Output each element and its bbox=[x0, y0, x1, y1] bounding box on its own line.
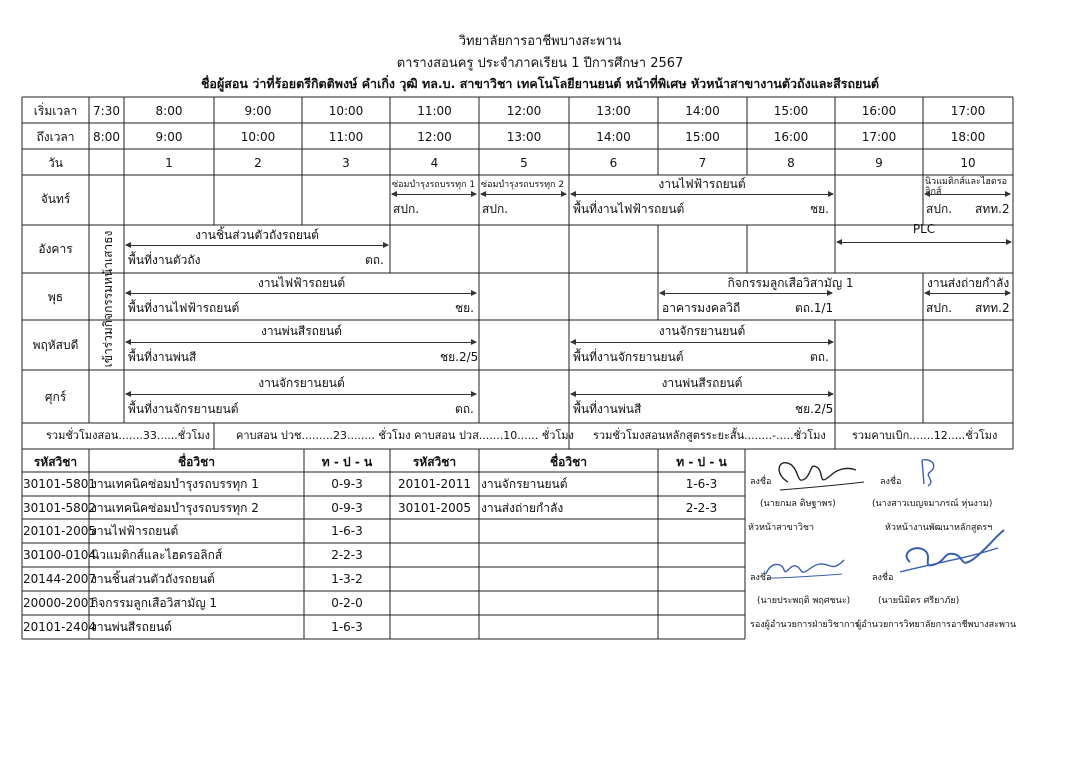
wed-p14-group: ชย. bbox=[455, 301, 474, 315]
course-name: งานไฟฟ้ารถยนต์ bbox=[91, 524, 179, 538]
start-time: 14:00 bbox=[685, 104, 720, 118]
course-tpn: 1-6-3 bbox=[685, 477, 718, 491]
end-time: 18:00 bbox=[950, 130, 986, 144]
end-time: 12:00 bbox=[417, 130, 452, 144]
signature-mark bbox=[760, 452, 870, 496]
wed-p14-title: งานไฟฟ้ารถยนต์ bbox=[257, 276, 346, 290]
span-arrow bbox=[126, 342, 476, 343]
sign-label: ลงชื่อ bbox=[750, 477, 772, 487]
thu-p58-room: พื้นที่งานจักรยานยนต์ bbox=[573, 350, 684, 364]
span-arrow bbox=[571, 342, 833, 343]
end-time-label: ถึงเวลา bbox=[36, 130, 75, 144]
college-name: วิทยาลัยการอาชีพบางสะพาน bbox=[458, 34, 622, 49]
thu-p58-group: ตถ. bbox=[810, 350, 829, 364]
total-hours: รวมชั่วโมงสอน.......33......ชั่วโมง bbox=[46, 429, 210, 442]
course-code-header: รหัสวิชา bbox=[412, 455, 457, 469]
period-number: 9 bbox=[875, 156, 883, 170]
day-friday: ศุกร์ bbox=[44, 390, 67, 404]
span-arrow bbox=[925, 293, 1010, 294]
course-name: นิวแมติกส์และไฮดรอลิกส์ bbox=[91, 548, 223, 562]
period-number: 7 bbox=[698, 156, 707, 170]
period-number: 2 bbox=[254, 156, 262, 170]
span-arrow bbox=[481, 194, 566, 195]
start-time: 11:00 bbox=[417, 104, 452, 118]
start-time: 16:00 bbox=[861, 104, 897, 118]
course-code: 20000-2001 bbox=[23, 596, 97, 610]
course-code: 30101-2005 bbox=[397, 501, 472, 515]
course-name-header: ชื่อวิชา bbox=[550, 455, 587, 469]
schedule-subtitle: ตารางสอนครู ประจำภาคเรียน 1 ปีการศึกษา 2567 bbox=[396, 56, 684, 71]
mon-p4-room: สปก. bbox=[393, 202, 420, 216]
signer-role: ผู้อำนวยการวิทยาลัยการอาชีพบางสะพาน bbox=[856, 620, 1017, 630]
mon-p10-title: นิวแมติกส์และไฮดรอลิกส์ bbox=[925, 177, 1007, 197]
mon-p4-title: ซ่อมบำรุงรถบรรทุก 1 bbox=[392, 180, 476, 190]
day-thursday: พฤหัสบดี bbox=[32, 338, 79, 352]
tue-p13-group: ตถ. bbox=[365, 253, 384, 267]
wed-p10-room: สปก. bbox=[926, 301, 953, 315]
signer-name: (นางสาวเบญจมาภรณ์ หุ่นงาม) bbox=[872, 499, 993, 509]
end-time: 11:00 bbox=[328, 130, 364, 144]
signer-role: หัวหน้าสาขาวิชา bbox=[748, 523, 815, 533]
wed-p10-title: งานส่งถ่ายกำลัง bbox=[927, 276, 1010, 290]
mon-p68-room: พื้นที่งานไฟฟ้ารถยนต์ bbox=[573, 202, 685, 216]
course-tpn: 1-3-2 bbox=[331, 572, 363, 586]
sign-label: ลงชื่อ bbox=[872, 573, 894, 583]
course-code: 20101-2404 bbox=[23, 620, 97, 634]
course-tpn: 2-2-3 bbox=[331, 548, 363, 562]
course-name: งานพ่นสีรถยนต์ bbox=[91, 620, 172, 634]
course-name: งานเทคนิคซ่อมบำรุงรถบรรทุก 1 bbox=[91, 477, 259, 491]
course-code: 30101-5801 bbox=[23, 477, 97, 491]
course-tpn: 1-6-3 bbox=[331, 524, 363, 538]
wed-p14-room: พื้นที่งานไฟฟ้ารถยนต์ bbox=[128, 301, 240, 315]
span-arrow bbox=[126, 394, 476, 395]
course-code: 20144-2007 bbox=[23, 572, 97, 586]
start-time: 10:00 bbox=[328, 104, 364, 118]
period-number: 4 bbox=[430, 156, 439, 170]
signature-mark bbox=[910, 454, 950, 490]
thu-p58-title: งานจักรยานยนต์ bbox=[658, 324, 746, 338]
end-time: 10:00 bbox=[240, 130, 276, 144]
withdraw-periods: รวมคาบเบิก.......12.....ชั่วโมง bbox=[852, 429, 998, 442]
fri-p14-title: งานจักรยานยนต์ bbox=[258, 376, 345, 390]
span-arrow bbox=[925, 194, 1010, 195]
start-time-label: เริ่มเวลา bbox=[33, 104, 78, 118]
end-time: 9:00 bbox=[155, 130, 183, 144]
span-arrow bbox=[660, 293, 832, 294]
start-time: 17:00 bbox=[950, 104, 986, 118]
course-tpn: 0-9-3 bbox=[331, 501, 363, 515]
course-tpn-header: ท - ป - น bbox=[321, 455, 373, 469]
signature-mark bbox=[880, 524, 1010, 584]
thu-p14-title: งานพ่นสีรถยนต์ bbox=[261, 324, 342, 338]
period-number: 5 bbox=[520, 156, 528, 170]
mon-p68-group: ชย. bbox=[810, 202, 829, 216]
start-time: 13:00 bbox=[596, 104, 631, 118]
start-time: 12:00 bbox=[506, 104, 542, 118]
start-time: 7:30 bbox=[93, 104, 120, 118]
course-name-header: ชื่อวิชา bbox=[178, 455, 215, 469]
end-time: 17:00 bbox=[861, 130, 897, 144]
fri-p58-room: พื้นที่งานพ่นสี bbox=[573, 402, 642, 416]
signature-mark bbox=[760, 548, 850, 584]
mon-p68-title: งานไฟฟ้ารถยนต์ bbox=[658, 177, 746, 191]
day-wednesday: พุธ bbox=[47, 290, 64, 304]
short-course-hours: รวมชั่วโมงสอนหลักสูตรระยะสั้น........-.....ชั่วโมง bbox=[593, 429, 826, 442]
wed-p10-group: สทท.2 bbox=[975, 301, 1010, 315]
start-time: 15:00 bbox=[773, 104, 809, 118]
day-label: วัน bbox=[48, 156, 63, 170]
course-tpn: 2-2-3 bbox=[685, 501, 718, 515]
start-time: 8:00 bbox=[155, 104, 183, 118]
mon-p10-room: สปก. bbox=[926, 202, 953, 216]
homeroom-activity: เข้าร่วมกิจกรรมหน้าเสาธง bbox=[101, 230, 115, 368]
period-number: 6 bbox=[609, 156, 618, 170]
course-name: งานชิ้นส่วนตัวถังรถยนต์ bbox=[91, 572, 215, 586]
course-name: งานจักรยานยนต์ bbox=[481, 477, 568, 491]
sign-label: ลงชื่อ bbox=[880, 477, 902, 487]
course-code: 30100-0104 bbox=[23, 548, 97, 562]
signer-role: หัวหน้างานพัฒนาหลักสูตรฯ bbox=[885, 523, 993, 533]
mon-p5-title: ซ่อมบำรุงรถบรรทุก 2 bbox=[481, 180, 565, 190]
fri-p58-group: ชย.2/5 bbox=[795, 402, 834, 416]
end-time: 14:00 bbox=[596, 130, 631, 144]
span-arrow bbox=[392, 194, 476, 195]
tue-p13-room: พื้นที่งานตัวถัง bbox=[128, 253, 201, 267]
mon-p10-group: สทท.2 bbox=[975, 202, 1010, 216]
course-tpn: 0-2-0 bbox=[331, 596, 363, 610]
day-tuesday: อังคาร bbox=[38, 242, 73, 256]
course-code-header: รหัสวิชา bbox=[33, 455, 78, 469]
signer-name: (นายนิมิตร ศรียาภัย) bbox=[878, 596, 960, 606]
teaching-periods: คาบสอน ปวช.........23........ ชั่วโมง คาบสอน ปวส.......10...... ชั่วโมง bbox=[236, 429, 574, 442]
period-number: 3 bbox=[342, 156, 350, 170]
day-monday: จันทร์ bbox=[40, 192, 71, 206]
period-number: 8 bbox=[787, 156, 795, 170]
fri-p58-title: งานพ่นสีรถยนต์ bbox=[661, 376, 743, 390]
course-code: 30101-5802 bbox=[23, 501, 97, 515]
fri-p14-room: พื้นที่งานจักรยานยนต์ bbox=[128, 402, 239, 416]
course-name: งานส่งถ่ายกำลัง bbox=[481, 501, 564, 515]
span-arrow bbox=[126, 293, 476, 294]
course-tpn: 1-6-3 bbox=[331, 620, 363, 634]
end-time: 13:00 bbox=[506, 130, 542, 144]
span-arrow bbox=[126, 245, 388, 246]
wed-p79-room: อาคารมงคลวิถี bbox=[662, 301, 741, 315]
start-time: 9:00 bbox=[244, 104, 272, 118]
mon-p5-room: สปก. bbox=[482, 202, 509, 216]
span-arrow bbox=[571, 194, 833, 195]
course-tpn-header: ท - ป - น bbox=[676, 455, 727, 469]
course-tpn: 0-9-3 bbox=[331, 477, 363, 491]
end-time: 15:00 bbox=[685, 130, 720, 144]
thu-p14-group: ชย.2/5 bbox=[440, 350, 479, 364]
signer-name: (นายกมล ดิษฐาพร) bbox=[760, 499, 836, 509]
signer-name: (นายประพฤติ พฤศชนะ) bbox=[757, 596, 851, 606]
course-code: 20101-2011 bbox=[397, 477, 472, 491]
period-number: 1 bbox=[165, 156, 173, 170]
fri-p14-group: ตถ. bbox=[455, 402, 474, 416]
signer-role: รองผู้อำนวยการฝ่ายวิชาการ bbox=[750, 620, 860, 630]
sign-label: ลงชื่อ bbox=[750, 573, 772, 583]
wed-p79-group: ตถ.1/1 bbox=[795, 301, 834, 315]
end-time: 8:00 bbox=[93, 130, 120, 144]
course-name: งานเทคนิคซ่อมบำรุงรถบรรทุก 2 bbox=[91, 501, 259, 515]
course-name: กิจกรรมลูกเสือวิสามัญ 1 bbox=[91, 596, 217, 610]
thu-p14-room: พื้นที่งานพ่นสี bbox=[128, 350, 197, 364]
tue-p13-title: งานชิ้นส่วนตัวถังรถยนต์ bbox=[195, 228, 319, 242]
end-time: 16:00 bbox=[773, 130, 809, 144]
span-arrow bbox=[837, 242, 1011, 243]
period-number: 10 bbox=[960, 156, 976, 170]
course-code: 20101-2005 bbox=[23, 524, 97, 538]
tue-p910-title: PLC bbox=[912, 222, 936, 236]
teacher-info: ชื่อผู้สอน ว่าที่ร้อยตรีกิตติพงษ์ คำเกิ่ง วุฒิ ทล.บ. สาขาวิชา เทคโนโลยียานยนต์ หน้าที่พิเศษ หัวหน้าสาขางานตัวถังและสีรถยนต์ bbox=[200, 76, 880, 91]
span-arrow bbox=[571, 394, 833, 395]
wed-p79-title: กิจกรรมลูกเสือวิสามัญ 1 bbox=[727, 276, 854, 290]
